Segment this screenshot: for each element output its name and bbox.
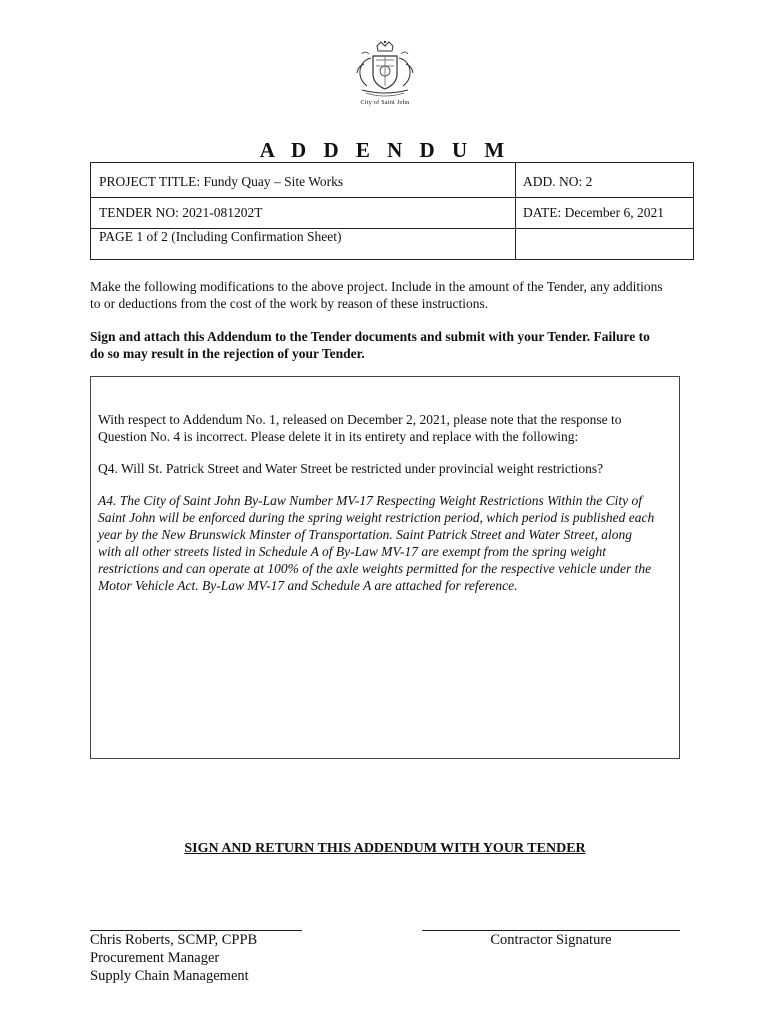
crest-caption: City of Saint John <box>360 100 410 106</box>
signatory-department: Supply Chain Management <box>90 968 249 984</box>
tender-number-cell: TENDER NO: 2021-081202T <box>99 205 263 220</box>
intro-line-1: Make the following modifications to the above project. Include in the amount of the Tender, any additions <box>90 279 663 294</box>
answer-4 <box>98 492 678 594</box>
intro-paragraph <box>90 278 690 312</box>
addendum-number-cell: ADD. NO: 2 <box>523 174 593 189</box>
date-cell: DATE: December 6, 2021 <box>523 205 664 220</box>
notice-line-1: Sign and attach this Addendum to the Tender documents and submit with your Tender. Failure to <box>90 329 650 344</box>
table-divider-vertical <box>515 163 516 259</box>
page-count-cell: PAGE 1 of 2 (Including Confirmation Sheet) <box>99 229 342 244</box>
signatory-name: Chris Roberts, SCMP, CPPB <box>90 932 258 948</box>
contractor-signature-label: Contractor Signature <box>490 932 612 948</box>
table-divider-row1 <box>91 197 693 198</box>
question-4: Q4. Will St. Patrick Street and Water Street be restricted under provincial weight restrictions? <box>98 461 604 476</box>
document-title: A D D E N D U M <box>259 138 511 162</box>
reference-line-1: With respect to Addendum No. 1, released on December 2, 2021, please note that the response to <box>98 412 622 427</box>
intro-line-2: to or deductions from the cost of the work by reason of these instructions. <box>90 296 489 311</box>
answer-line: A4. The City of Saint John By-Law Number MV-17 Respecting Weight Restrictions Within the City of <box>98 493 642 508</box>
signatory-role: Procurement Manager <box>90 950 220 966</box>
answer-line: Motor Vehicle Act. By-Law MV-17 and Schedule A are attached for reference. <box>98 578 518 593</box>
answer-line: Saint John will be enforced during the spring weight restriction period, which period is published each <box>98 510 655 525</box>
sign-attach-notice <box>90 328 690 362</box>
notice-line-2: do so may result in the rejection of your Tender. <box>90 346 365 361</box>
project-info-table <box>90 162 694 260</box>
sign-return-heading: SIGN AND RETURN THIS ADDENDUM WITH YOUR TENDER <box>184 841 586 856</box>
reference-line-2: Question No. 4 is incorrect. Please delete it in its entirety and replace with the following: <box>98 429 579 444</box>
addendum-content-box <box>90 376 680 759</box>
answer-line: year by the New Brunswick Minster of Transportation. Saint Patrick Street and Water Street, along <box>98 527 632 542</box>
project-title-cell: PROJECT TITLE: Fundy Quay – Site Works <box>99 174 344 189</box>
answer-line: with all other streets listed in Schedule A of By-Law MV-17 are exempt from the spring weight <box>98 544 606 559</box>
crest-icon <box>340 40 430 102</box>
answer-line: restrictions and can operate at 100% of the axle weights permitted for the respective vehicle under the <box>98 561 652 576</box>
signatory-block <box>90 931 390 985</box>
addendum-reference-paragraph <box>98 411 678 445</box>
